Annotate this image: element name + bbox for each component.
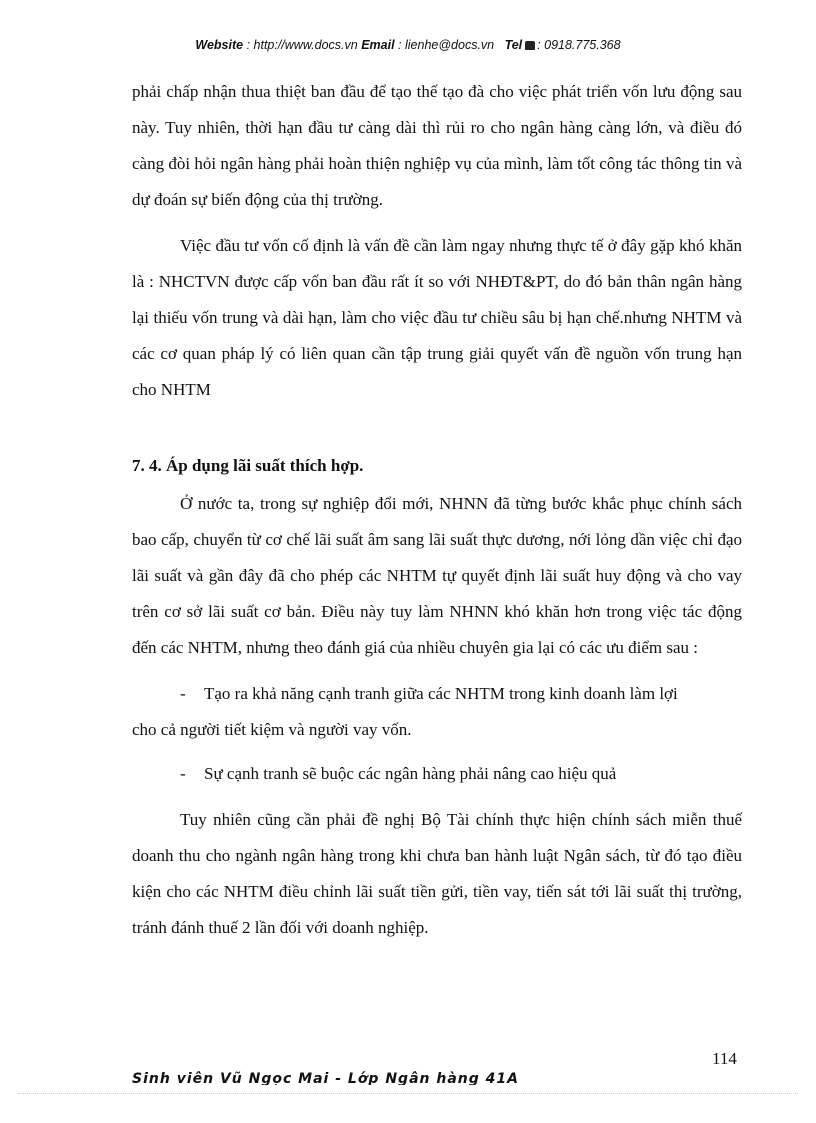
bullet-1-line-2: cho cả người tiết kiệm và người vay vốn. [132, 720, 412, 739]
page-header [0, 38, 816, 52]
bullet-1-line-1: Tạo ra khả năng cạnh tranh giữa các NHTM trong kinh doanh làm lợi [204, 684, 678, 703]
website-url[interactable]: http://www.docs.vn [253, 38, 358, 52]
paragraph-2: Việc đầu tư vốn cố định là vấn đề cần làm ngay nhưng thực tế ở đây gặp khó khăn là : NHCTVN được cấp vốn ban đầu rất ít so với NHĐT&PT, do đó bản thân ngân hàng lại thiếu vốn trung và dài hạn, làm cho việc đầu tư chiều sâu bị hạn chế.nhưng NHTM và các cơ quan pháp lý có liên quan cần tập trung giải quyết vấn đề nguồn vốn trung hạn cho NHTM [132, 236, 742, 399]
bullet-dash: - [180, 764, 186, 783]
email-label: Email [361, 38, 395, 52]
tel-value: : 0918.775.368 [537, 38, 621, 52]
bullet-dash: - [180, 684, 186, 703]
website-label: Website [195, 38, 244, 52]
bullet-item-1 [132, 676, 742, 748]
email-value[interactable]: lienhe@docs.vn [405, 38, 495, 52]
phone-icon [525, 41, 535, 50]
bullet-item-2 [132, 756, 742, 792]
tel-label: Tel [504, 38, 523, 52]
paragraph-1: phải chấp nhận thua thiệt ban đầu để tạo thế tạo đà cho việc phát triển vốn lưu động sau này. Tuy nhiên, thời hạn đầu tư càng dài thì rủi ro cho ngân hàng càng lớn, và điều đó càng đòi hỏi ngân hàng phải hoàn thiện nghiệp vụ của mình, làm tốt công tác thông tin và dự đoán sự biến động của thị trường. [132, 82, 742, 209]
page-footer: Sinh viên Vũ Ngọc Mai - Lớp Ngân hàng 41A [132, 1071, 519, 1085]
page-number: 114 [712, 1049, 737, 1068]
email-separator: : [394, 38, 405, 52]
section-heading: 7. 4. Áp dụng lãi suất thích hợp. [132, 456, 364, 475]
website-separator: : [243, 38, 254, 52]
footer-divider [18, 1093, 798, 1094]
paragraph-4: Tuy nhiên cũng cần phải đề nghị Bộ Tài chính thực hiện chính sách miễn thuế doanh thu cho ngành ngân hàng trong khi chưa ban hành luật Ngân sách, từ đó tạo điều kiện cho các NHTM điều chỉnh lãi suất tiền gửi, tiền vay, tiến sát tới lãi suất thị trường, tránh đánh thuế 2 lần đối với doanh nghiệp. [132, 810, 742, 937]
bullet-2-text: Sự cạnh tranh sẽ buộc các ngân hàng phải nâng cao hiệu quả [204, 764, 617, 783]
document-body [132, 74, 742, 946]
paragraph-3: Ở nước ta, trong sự nghiệp đổi mới, NHNN đã từng bước khắc phục chính sách bao cấp, chuyển từ cơ chế lãi suất âm sang lãi suất thực dương, nới lỏng dần việc chỉ đạo lãi suất và gần đây đã cho phép các NHTM tự quyết định lãi suất huy động và cho vay trên cơ sở lãi suất cơ bản. Điều này tuy làm NHNN khó khăn hơn trong việc tác động đến các NHTM, nhưng theo đánh giá của nhiều chuyên gia lại có các ưu điểm sau : [132, 494, 742, 657]
